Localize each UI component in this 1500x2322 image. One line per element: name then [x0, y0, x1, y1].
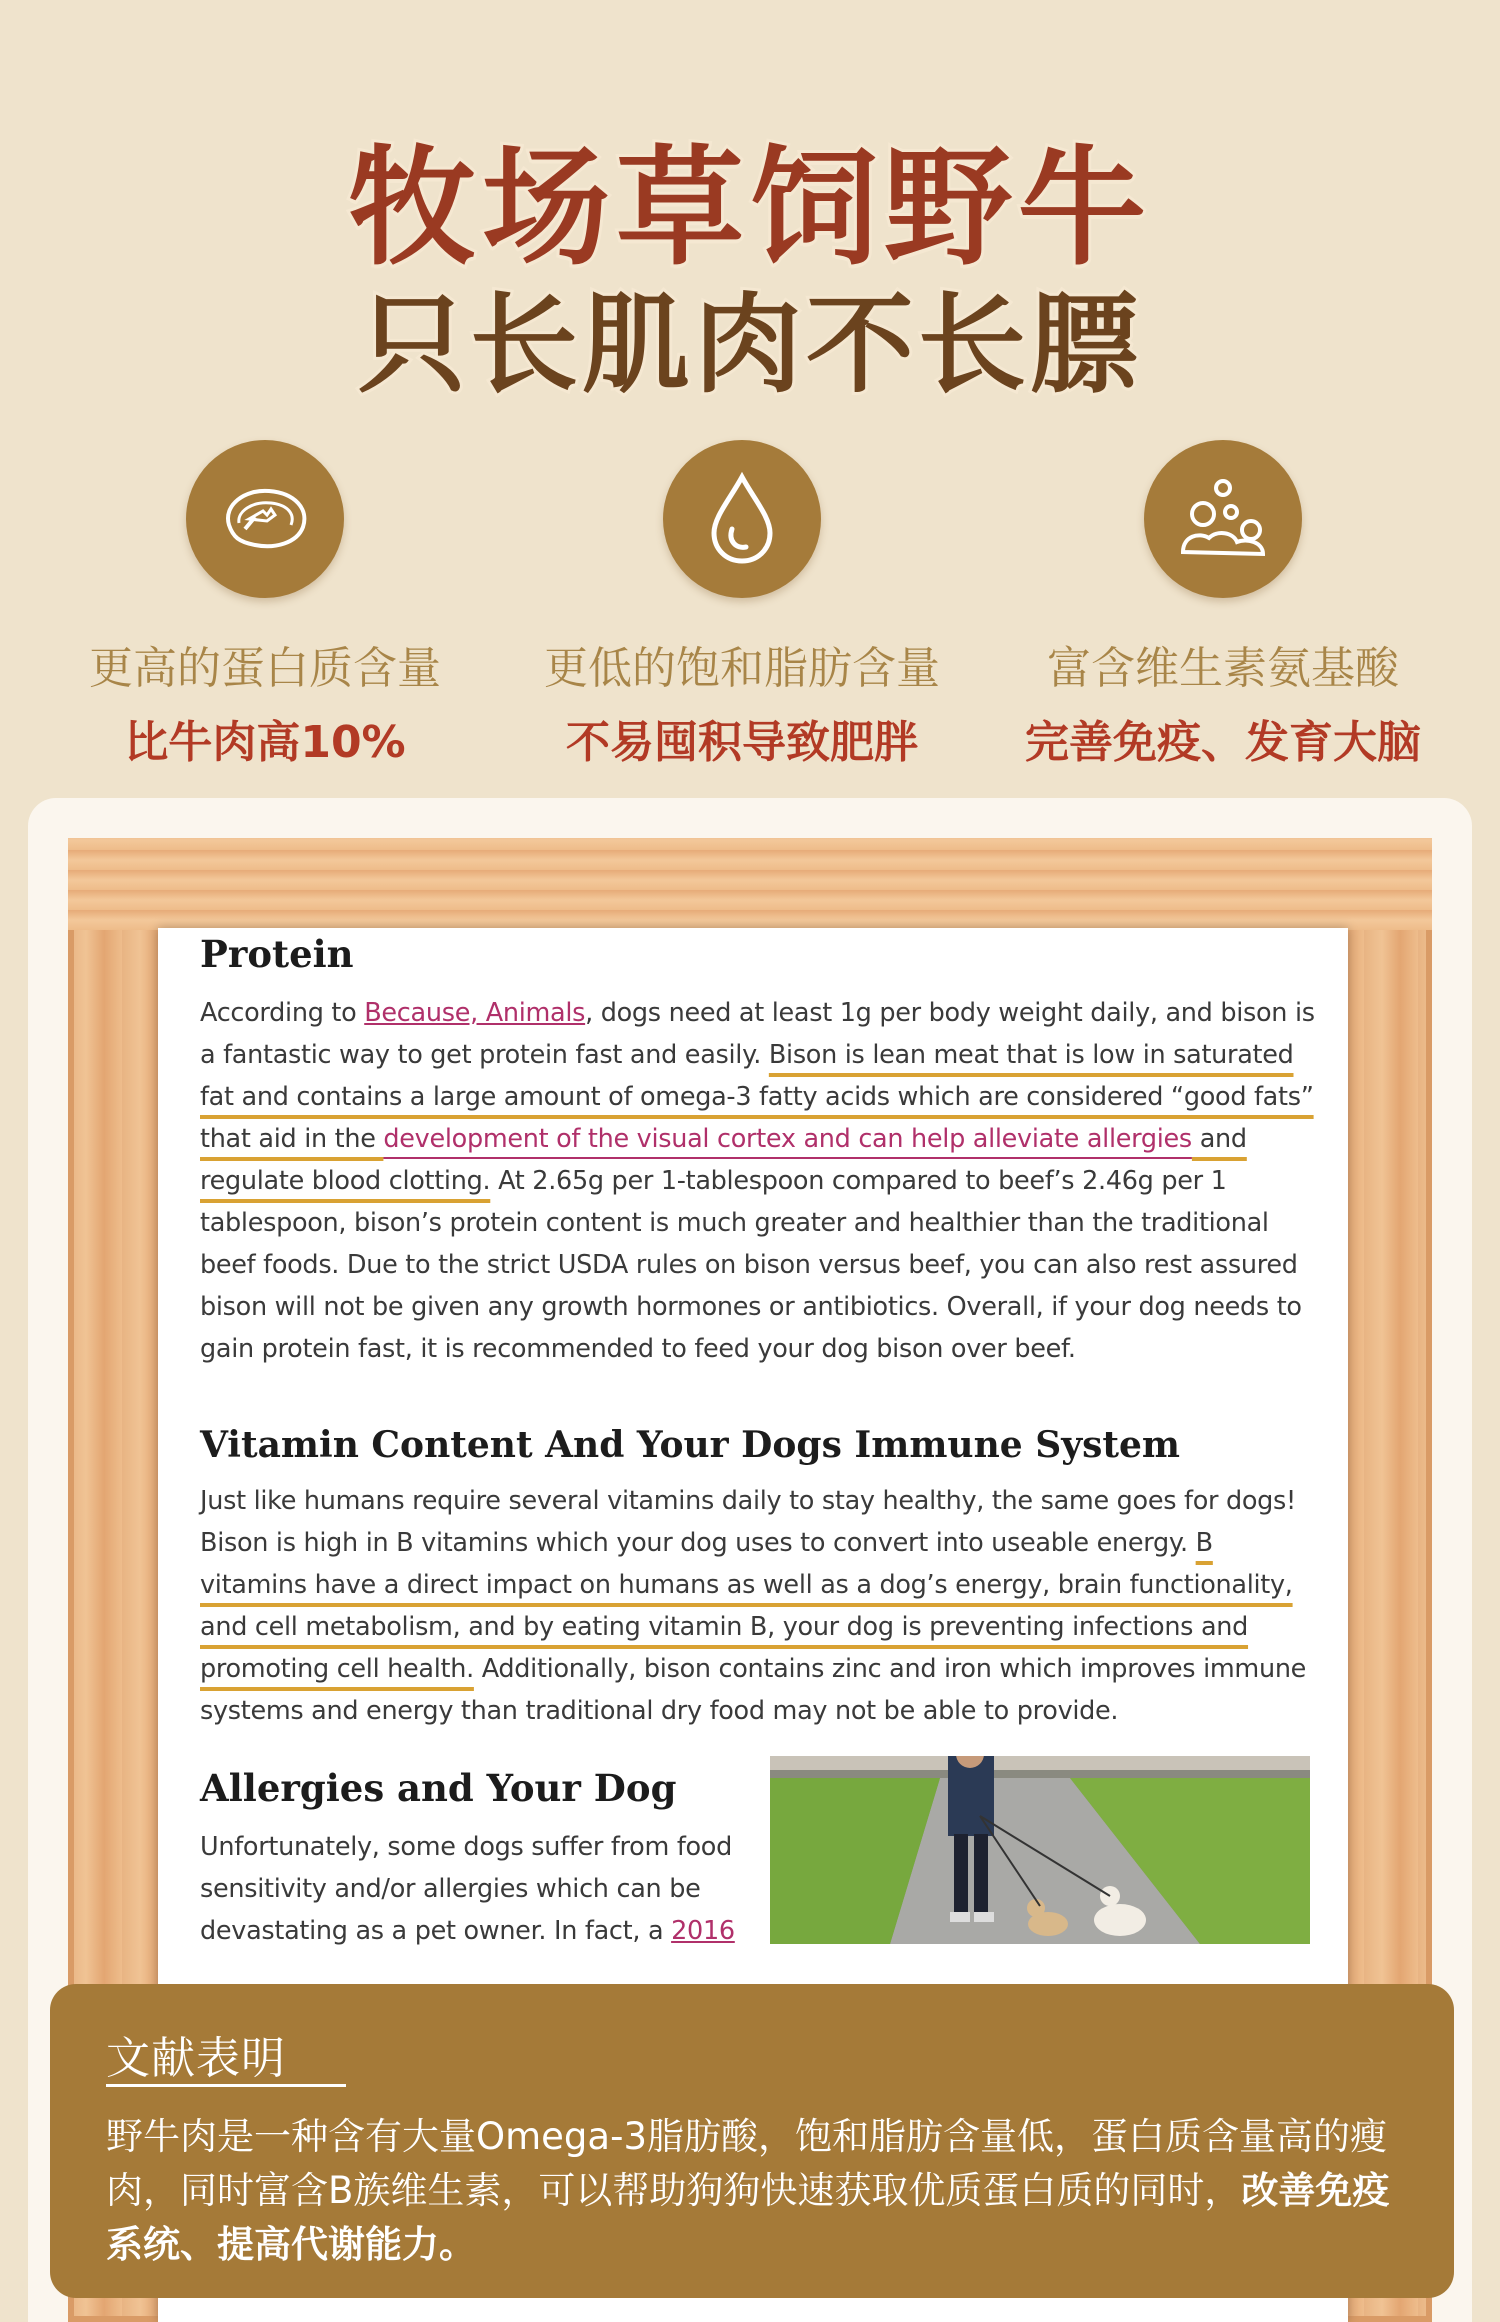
- vitamin-highlight: B vitamins have a direct impact on humans as well as a dog’s energy, brain functionality, and cell metabolism, and by eating vitamin B, your dog is preventing infections and promoting cell health.: [200, 1528, 1293, 1684]
- vitamin-paragraph: [200, 1480, 1320, 1732]
- feature-vitamins-detail: 完善免疫、发育大脑: [1025, 717, 1421, 768]
- protein-text-2: , dogs need at least 1g per body weight daily, and bison is a fantastic way to get protein fast and easily.: [200, 998, 1315, 1070]
- feature-vitamins: [983, 440, 1463, 770]
- feature-protein-title: 更高的蛋白质含量: [89, 643, 441, 694]
- feature-protein: [25, 440, 505, 770]
- meat-steak-icon: [186, 440, 344, 598]
- because-animals-link[interactable]: Because, Animals: [364, 998, 586, 1028]
- allergy-2016-link[interactable]: 2016: [671, 1916, 735, 1946]
- allergy-text: Unfortunately, some dogs suffer from food sensitivity and/or allergies which can be devastating as a pet owner. In fact, a: [200, 1832, 732, 1946]
- main-title: 牧场草饲野牛: [347, 134, 1152, 283]
- feature-fat-title: 更低的饱和脂肪含量: [544, 643, 940, 694]
- feature-fat: [502, 440, 982, 770]
- protein-heading: Protein: [200, 932, 354, 976]
- bubbles-icon: [1144, 440, 1302, 598]
- literature-note-box: [50, 1984, 1454, 2298]
- protein-text-1: According to: [200, 998, 365, 1028]
- note-heading-underline: [106, 2084, 346, 2087]
- vitamin-text-2: Additionally, bison contains zinc and iron which improves immune systems and energy than traditional dry food may not be able to provide.: [200, 1654, 1307, 1726]
- protein-paragraph: [200, 992, 1320, 1370]
- feature-protein-detail: 比牛肉高10%: [124, 717, 406, 768]
- note-body: [106, 2110, 1406, 2272]
- protein-text-3: At 2.65g per 1-tablespoon compared to beef’s 2.46g per 1 tablespoon, bison’s protein content is much greater and healthier than the traditional beef foods. Due to the strict USDA rules on bison versus beef, you can also rest assured bison will not be given any growth hormones or antibiotics. Overall, if your dog needs to gain protein fast, it is recommended to feed your dog bison over beef.: [200, 1166, 1302, 1364]
- vitamin-heading: Vitamin Content And Your Dogs Immune System: [200, 1424, 1180, 1466]
- note-body-regular: 野牛肉是一种含有大量Omega-3脂肪酸，饱和脂肪含量低，蛋白质含量高的瘦肉，同时富含B族维生素，可以帮助狗狗快速获取优质蛋白质的同时，: [106, 2115, 1387, 2212]
- feature-fat-detail: 不易囤积导致肥胖: [566, 717, 918, 768]
- sub-title: 只长肌肉不长膘: [357, 283, 1142, 408]
- feature-vitamins-title: 富含维生素氨基酸: [1047, 643, 1399, 694]
- water-drop-icon: [663, 440, 821, 598]
- allergy-paragraph: [200, 1826, 740, 1952]
- protein-highlight-1: Bison is lean meat that is low in saturated fat and contains a large amount of omega-3 fatty acids which are considered “good fats” that aid in the: [200, 1040, 1314, 1154]
- note-heading: 文献表明: [106, 2033, 286, 2084]
- visual-cortex-link[interactable]: development of the visual cortex and can help alleviate allergies: [383, 1124, 1192, 1154]
- dog-walking-photo: [770, 1756, 1310, 1944]
- protein-highlight-2: and regulate blood clotting.: [200, 1124, 1247, 1196]
- allergy-heading: Allergies and Your Dog: [200, 1766, 677, 1810]
- note-body-bold: 改善免疫系统、提高代谢能力。: [106, 2169, 1390, 2266]
- vitamin-text-1: Just like humans require several vitamins daily to stay healthy, the same goes for dogs! Bison is high in B vitamins which your dog uses to convert into useable energy.: [200, 1486, 1296, 1558]
